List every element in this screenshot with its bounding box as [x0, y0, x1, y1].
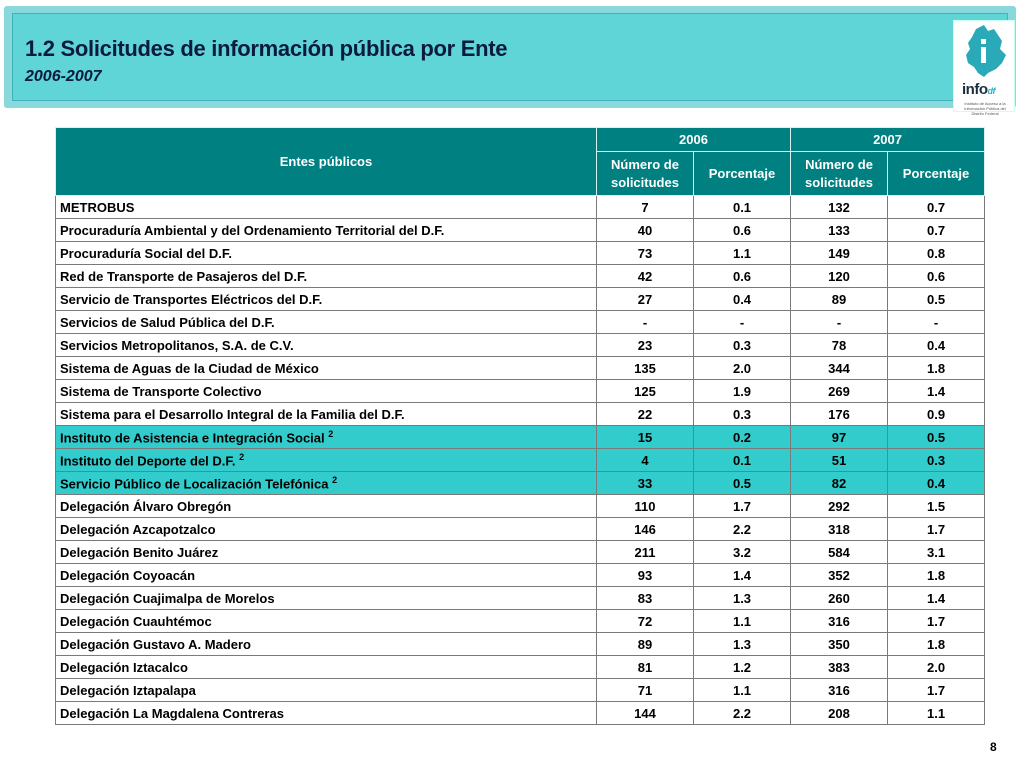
table-row: [56, 656, 985, 679]
footnote-marker: 2: [332, 474, 338, 485]
pct-cell-2007: 1.8: [888, 357, 985, 380]
table-row: [56, 518, 985, 541]
header-panel: [12, 13, 1008, 116]
table-row: [56, 472, 985, 495]
entity-name-cell: [56, 334, 597, 357]
entity-name: Delegación Cuauhtémoc: [60, 613, 212, 629]
entity-name: Procuraduría Ambiental y del Ordenamiento Territorial del D.F.: [60, 222, 445, 238]
pct-cell-2006: 1.1: [694, 679, 791, 702]
pct-cell-2007: 1.7: [888, 610, 985, 633]
pct-cell-2007: 3.1: [888, 541, 985, 564]
entity-name: Servicios Metropolitanos, S.A. de C.V.: [60, 337, 294, 353]
requests-table: [55, 127, 985, 725]
entity-name: Delegación Cuajimalpa de Morelos: [60, 590, 275, 606]
pct-cell-2006: 0.3: [694, 334, 791, 357]
entity-name: Delegación Iztapalapa: [60, 682, 196, 698]
table-body: [56, 196, 985, 725]
entity-name-cell: [56, 633, 597, 656]
pct-cell-2006: 1.7: [694, 495, 791, 518]
entity-name-cell: [56, 357, 597, 380]
count-cell-2007: 51: [791, 449, 888, 472]
table-row: [56, 265, 985, 288]
footnote-marker: 2: [239, 451, 245, 462]
pct-cell-2006: 2.0: [694, 357, 791, 380]
pct-cell-2007: -: [888, 311, 985, 334]
table-row: [56, 288, 985, 311]
logo: [953, 20, 1015, 116]
entity-name-cell: [56, 610, 597, 633]
pct-cell-2006: 0.1: [694, 449, 791, 472]
pct-cell-2006: 0.4: [694, 288, 791, 311]
col-header-pct-2006: Porcentaje: [694, 152, 791, 196]
count-cell-2007: 350: [791, 633, 888, 656]
entity-name: Instituto del Deporte del D.F.: [60, 453, 236, 469]
logo-caption: Instituto de Acceso a la Información Pública del Distrito Federal: [964, 101, 1006, 116]
count-cell-2006: 7: [597, 196, 694, 219]
table-row: [56, 311, 985, 334]
header-band: [4, 6, 1016, 116]
table-row: [56, 449, 985, 472]
count-cell-2007: 260: [791, 587, 888, 610]
entity-name: Sistema de Transporte Colectivo: [60, 383, 262, 399]
col-header-year-2006: 2006: [597, 128, 791, 152]
count-cell-2006: 146: [597, 518, 694, 541]
col-header-entity: Entes públicos: [56, 128, 597, 196]
pct-cell-2006: 1.3: [694, 633, 791, 656]
table-row: [56, 357, 985, 380]
count-cell-2007: 344: [791, 357, 888, 380]
table-row: [56, 196, 985, 219]
count-cell-2006: 15: [597, 426, 694, 449]
entity-name-cell: [56, 564, 597, 587]
table-row: [56, 633, 985, 656]
count-cell-2007: 120: [791, 265, 888, 288]
entity-name: Delegación La Magdalena Contreras: [60, 705, 284, 721]
entity-name: Sistema para el Desarrollo Integral de la Familia del D.F.: [60, 406, 405, 422]
count-cell-2006: 71: [597, 679, 694, 702]
table-row: [56, 679, 985, 702]
page-number: 8: [990, 740, 997, 754]
count-cell-2006: 23: [597, 334, 694, 357]
pct-cell-2006: 2.2: [694, 702, 791, 725]
table-row: [56, 564, 985, 587]
count-cell-2006: 211: [597, 541, 694, 564]
count-cell-2006: 42: [597, 265, 694, 288]
count-cell-2006: 4: [597, 449, 694, 472]
count-cell-2007: 82: [791, 472, 888, 495]
col-header-count-2006: Número de solicitudes: [597, 152, 694, 196]
page-subtitle: 2006-2007: [25, 68, 102, 85]
pct-cell-2007: 0.4: [888, 472, 985, 495]
pct-cell-2006: 0.3: [694, 403, 791, 426]
count-cell-2006: 89: [597, 633, 694, 656]
count-cell-2007: 132: [791, 196, 888, 219]
table-row: [56, 219, 985, 242]
pct-cell-2007: 1.7: [888, 679, 985, 702]
pct-cell-2007: 1.8: [888, 633, 985, 656]
count-cell-2007: 78: [791, 334, 888, 357]
count-cell-2006: 33: [597, 472, 694, 495]
page-title: 1.2 Solicitudes de información pública por Ente: [25, 36, 508, 61]
count-cell-2007: 208: [791, 702, 888, 725]
pct-cell-2007: 1.1: [888, 702, 985, 725]
pct-cell-2006: 1.1: [694, 610, 791, 633]
entity-name: Delegación Coyoacán: [60, 567, 196, 583]
entity-name: Delegación Benito Juárez: [60, 544, 219, 560]
entity-name-cell: [56, 380, 597, 403]
pct-cell-2006: 1.1: [694, 242, 791, 265]
count-cell-2006: 72: [597, 610, 694, 633]
col-header-count-2007: Número de solicitudes: [791, 152, 888, 196]
entity-name: Procuraduría Social del D.F.: [60, 245, 232, 261]
entity-name: Servicio de Transportes Eléctricos del D.F.: [60, 291, 323, 307]
pct-cell-2006: 0.6: [694, 265, 791, 288]
logo-text: infodf: [962, 81, 995, 98]
count-cell-2007: 176: [791, 403, 888, 426]
entity-name-cell: [56, 518, 597, 541]
pct-cell-2007: 0.7: [888, 219, 985, 242]
table-row: [56, 541, 985, 564]
entity-name: Red de Transporte de Pasajeros del D.F.: [60, 268, 308, 284]
pct-cell-2006: 1.2: [694, 656, 791, 679]
count-cell-2007: 584: [791, 541, 888, 564]
table-row: [56, 610, 985, 633]
pct-cell-2006: 3.2: [694, 541, 791, 564]
pct-cell-2007: 1.5: [888, 495, 985, 518]
count-cell-2007: 89: [791, 288, 888, 311]
count-cell-2007: 352: [791, 564, 888, 587]
table-row: [56, 403, 985, 426]
entity-name-cell: [56, 265, 597, 288]
count-cell-2006: 144: [597, 702, 694, 725]
pct-cell-2007: 0.5: [888, 426, 985, 449]
entity-name-cell: [56, 403, 597, 426]
entity-name: Delegación Iztacalco: [60, 659, 188, 675]
count-cell-2006: 81: [597, 656, 694, 679]
count-cell-2006: -: [597, 311, 694, 334]
count-cell-2006: 27: [597, 288, 694, 311]
entity-name: Delegación Azcapotzalco: [60, 521, 216, 537]
entity-name-cell: [56, 587, 597, 610]
entity-name-cell: [56, 449, 597, 472]
entity-name-cell: [56, 242, 597, 265]
table-row: [56, 495, 985, 518]
table-row: [56, 426, 985, 449]
pct-cell-2007: 2.0: [888, 656, 985, 679]
footnote-marker: 2: [328, 428, 334, 439]
count-cell-2006: 83: [597, 587, 694, 610]
table-row: [56, 334, 985, 357]
pct-cell-2007: 1.4: [888, 587, 985, 610]
count-cell-2007: 97: [791, 426, 888, 449]
count-cell-2007: 292: [791, 495, 888, 518]
entity-name-cell: [56, 219, 597, 242]
pct-cell-2007: 1.7: [888, 518, 985, 541]
count-cell-2006: 135: [597, 357, 694, 380]
entity-name-cell: [56, 656, 597, 679]
pct-cell-2007: 0.5: [888, 288, 985, 311]
pct-cell-2006: 0.2: [694, 426, 791, 449]
df-map-logo-icon: [954, 21, 1016, 81]
pct-cell-2006: 0.5: [694, 472, 791, 495]
pct-cell-2007: 0.9: [888, 403, 985, 426]
table-row: [56, 380, 985, 403]
entity-name-cell: [56, 196, 597, 219]
pct-cell-2007: 1.8: [888, 564, 985, 587]
pct-cell-2007: 0.4: [888, 334, 985, 357]
count-cell-2006: 125: [597, 380, 694, 403]
table-row: [56, 242, 985, 265]
pct-cell-2007: 1.4: [888, 380, 985, 403]
pct-cell-2006: 1.3: [694, 587, 791, 610]
entity-name: Delegación Álvaro Obregón: [60, 498, 232, 514]
pct-cell-2006: 1.4: [694, 564, 791, 587]
count-cell-2006: 93: [597, 564, 694, 587]
count-cell-2007: 316: [791, 610, 888, 633]
col-header-year-2007: 2007: [791, 128, 985, 152]
entity-name: METROBUS: [60, 199, 135, 215]
count-cell-2007: 133: [791, 219, 888, 242]
pct-cell-2007: 0.6: [888, 265, 985, 288]
entity-name-cell: [56, 495, 597, 518]
col-header-pct-2007: Porcentaje: [888, 152, 985, 196]
entity-name-cell: [56, 679, 597, 702]
pct-cell-2007: 0.3: [888, 449, 985, 472]
entity-name-cell: [56, 541, 597, 564]
pct-cell-2007: 0.8: [888, 242, 985, 265]
count-cell-2006: 110: [597, 495, 694, 518]
pct-cell-2006: 0.1: [694, 196, 791, 219]
count-cell-2006: 40: [597, 219, 694, 242]
table-row: [56, 702, 985, 725]
count-cell-2006: 22: [597, 403, 694, 426]
entity-name: Delegación Gustavo A. Madero: [60, 636, 251, 652]
count-cell-2007: 269: [791, 380, 888, 403]
entity-name: Sistema de Aguas de la Ciudad de México: [60, 360, 319, 376]
count-cell-2006: 73: [597, 242, 694, 265]
count-cell-2007: 316: [791, 679, 888, 702]
count-cell-2007: 383: [791, 656, 888, 679]
entity-name-cell: [56, 311, 597, 334]
table-row: [56, 587, 985, 610]
entity-name-cell: [56, 472, 597, 495]
pct-cell-2006: 2.2: [694, 518, 791, 541]
count-cell-2007: 149: [791, 242, 888, 265]
entity-name: Instituto de Asistencia e Integración Social: [60, 430, 325, 446]
pct-cell-2006: 1.9: [694, 380, 791, 403]
count-cell-2007: -: [791, 311, 888, 334]
entity-name: Servicio Público de Localización Telefónica: [60, 476, 329, 492]
entity-name: Servicios de Salud Pública del D.F.: [60, 314, 275, 330]
count-cell-2007: 318: [791, 518, 888, 541]
entity-name-cell: [56, 702, 597, 725]
pct-cell-2006: 0.6: [694, 219, 791, 242]
pct-cell-2006: -: [694, 311, 791, 334]
entity-name-cell: [56, 426, 597, 449]
pct-cell-2007: 0.7: [888, 196, 985, 219]
entity-name-cell: [56, 288, 597, 311]
